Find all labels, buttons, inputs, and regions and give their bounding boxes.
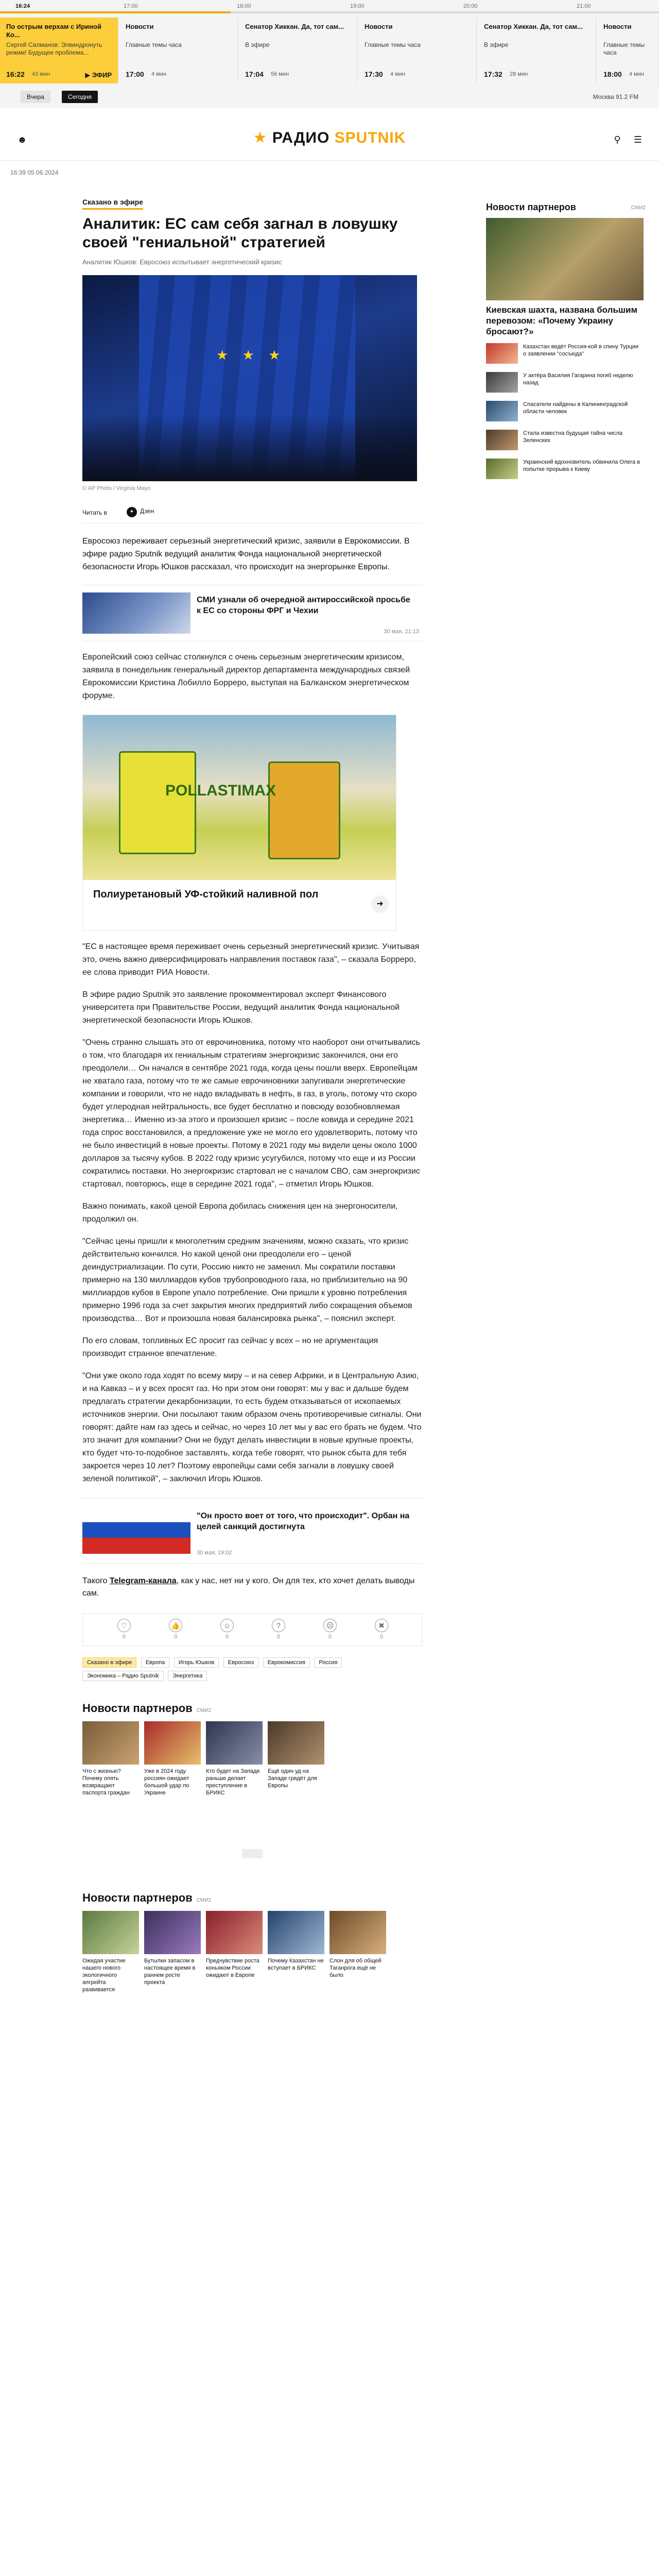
rail-item-title: У актёра Василия Гагарина погиб неделю назад <box>523 372 633 386</box>
partner-image <box>268 1911 324 1954</box>
reaction-count: 0 <box>225 1634 229 1640</box>
card-duration: 56 мин <box>271 71 289 77</box>
article-paragraph: В эфире радио Sputnik это заявление прокомментировал эксперт Финансового университета при Правительстве России, ведущий аналитик Фонда национальной энергетической безопасности Игорь Юшков. <box>82 990 400 1025</box>
schedule-card[interactable] <box>119 18 238 83</box>
rail-item-image <box>486 459 518 479</box>
card-duration: 4 мин <box>390 71 405 77</box>
timeline-tick: 18:00 <box>237 3 251 9</box>
schedule-strip <box>0 0 659 108</box>
question-icon: ? <box>272 1619 285 1632</box>
article-subtitle: Аналитик Юшков: Евросоюз испытывает энергетический кризис <box>82 258 282 266</box>
reaction-count: 0 <box>328 1634 332 1640</box>
card-time: 16:22 <box>6 70 25 78</box>
partner-image <box>82 1721 139 1765</box>
logo-star-icon: ★ <box>253 129 268 146</box>
russian-flag-image <box>82 1506 190 1554</box>
arrow-right-icon[interactable]: ➜ <box>371 895 389 913</box>
section-title-text: Новости партнеров <box>82 1891 193 1904</box>
paint-can-image <box>268 761 340 859</box>
reaction-count: 0 <box>379 1634 384 1640</box>
timeline-tick: 20:00 <box>463 3 478 9</box>
rail-item-image <box>486 372 518 393</box>
rail-item-title: Украинский вдохновитель обвинила Олега в попытке прорыва к Киеву <box>523 459 640 472</box>
article-lead: Евросоюз переживает серьезный энергетический кризис, заявили в Еврокомиссии. В эфире радио Sputnik ведущий аналитик Фонда национальной энергетической безопасности Игорь Юшков рассказал, что происходит на энергорынке Европы. <box>82 537 410 571</box>
schedule-progress-fill <box>0 11 231 13</box>
article-rubric[interactable]: Сказано в эфире <box>82 196 143 210</box>
tag-list <box>82 1657 422 1684</box>
telegram-link[interactable]: Telegram-канала <box>109 1577 177 1585</box>
partner-title: Бутылки запасом в настоящее время в раннем росте проекта <box>144 1958 196 1986</box>
rail-item[interactable] <box>486 372 646 395</box>
reactions-bar <box>82 1613 422 1646</box>
rail-title-text: Новости партнеров <box>486 202 576 212</box>
site-header <box>0 118 659 161</box>
article-hero-image <box>82 275 417 481</box>
menu-icon[interactable]: ☰ <box>633 134 643 145</box>
card-desc: В эфире <box>484 41 509 48</box>
reaction-thumbs-up[interactable] <box>165 1619 186 1640</box>
related-article-date: 30 мая, 19:02 <box>197 1550 232 1556</box>
card-time: 18:00 <box>603 70 622 78</box>
image-caption: © AP Photo / Virginia Mayo <box>82 485 151 492</box>
rail-item-image <box>486 343 518 364</box>
article-quote-paragraph: "Они уже около года ходят по всему миру – и на север Африки, и в Центральную Азию, и на Кавказ – и у всех просят газ. Но при этом они говорят: мы у вас и дальше будем предлагать стратегии декарбонизации, то есть будем отказываться от ископаемых источников энергии. Они посылают таким образом очень противоречивые сигналы. Они говорят: дайте нам газ здесь и сейчас, но через 10 лет мы у вас его брать не будем. Что это значит для компании? Они не будут делать инвестиции в новые крупные проекты, кто будет что-то-подобное заставлять, когда тебе говорят, что рынок сбыта для тебя закроется через 10 лет? Поэтому европейцы сами себя загнали в ловушку своей зеленой политикой", – заключил Игорь Юшков. <box>82 1371 422 1483</box>
partner-label: СМИ2 <box>196 1708 211 1714</box>
article-title: Аналитик: ЕС сам себя загнал в ловушку своей "гениальной" стратегией <box>82 215 398 251</box>
partner-title: Уже в 2024 году россиян ожидает большой удар по Украине <box>144 1768 189 1796</box>
partner-title: Слон для об общей Таганрога ещё не было <box>330 1958 381 1978</box>
rail-item-image <box>486 401 518 421</box>
timeline-tick: 21:00 <box>577 3 591 9</box>
card-duration: 28 мин <box>510 71 528 77</box>
reaction-smile[interactable] <box>217 1619 237 1640</box>
related-article-title: СМИ узнали об очередной антироссийской просьбе к ЕС со стороны ФРГ и Чехии <box>197 596 410 615</box>
tag[interactable]: Экономика – Радио Sputnik <box>82 1671 164 1681</box>
partner-card[interactable] <box>330 1911 386 1993</box>
card-desc: В эфире <box>245 41 270 48</box>
thumbs-up-icon: 👍 <box>169 1619 182 1632</box>
sad-icon: ☹ <box>323 1619 337 1632</box>
card-duration: 4 мин <box>151 71 166 77</box>
section-title <box>82 1702 422 1715</box>
partner-title: Почему Казахстан не вступает в БРИКС <box>268 1958 324 1971</box>
article-paragraph: Важно понимать, какой ценой Европа добилась снижения цен на энергоносители, продолжил он. <box>82 1202 398 1224</box>
card-desc: Сергей Салманов: Элвиндронуть режим! Будущее проблема... <box>6 41 102 56</box>
partner-card[interactable] <box>82 1721 139 1804</box>
dzen-link[interactable] <box>127 507 154 517</box>
site-logo[interactable] <box>242 129 417 149</box>
user-icon[interactable]: ☻ <box>17 134 27 145</box>
partner-label: СМИ2 <box>631 205 646 211</box>
related-article[interactable] <box>82 585 422 641</box>
article-paragraph: Европейский союз сейчас столкнулся с очень серьезным энергетическим кризисом, заявила в понедельник генеральный директор департамента международных связей Еврокомиссии Кристина Лобилло Борреро, выступая на Балканском энергетическом форуме. <box>82 653 410 700</box>
ad-image <box>83 715 396 880</box>
partner-image <box>82 1911 139 1954</box>
partner-image <box>206 1911 263 1954</box>
angry-icon: ✖ <box>375 1619 388 1632</box>
dzen-icon: ✦ <box>127 507 137 517</box>
article-quote-paragraph: "Очень странно слышать это от еврочиновника, потому что наоборот они отчитывались о том, что благодаря их гениальным стратегиям энергокризис закончился, они его преодолели… Он начался в сентябре 2021 года, когда цены пошли вверх. Европейцам не хватало газа, потому что те же самые еврочиновники запугивали энергетические компании и говорили, что не надо вкладывать в нефть, в газ, в уголь, потому что скоро будет углеродная нейтральность, все будет бесплатно и повсюду возобновляемая энергетика… Именно из-за этого и произошел кризис – после ковида и середине 2021 года спрос восстановился, а предложение уже не могло его удовлетворить, потому что не было инвестиций в новые проекты. Потому в 2021 году мы видели цены около 1000 долларов за тысячу кубов. В 2022 году кризис усугубился, потому что еще и из России сократились поставки. Но энергокризис стартовал не с началом СВО, сам энергокризис стартовал, повторюсь, еще в середине 2021 года", – отметил Игорь Юшков. <box>82 1038 420 1189</box>
timeline-tick: 16:24 <box>15 3 30 9</box>
partner-title: Ещё один уд на Западе грядёт для Европы <box>268 1768 317 1789</box>
schedule-card-live[interactable] <box>0 18 118 83</box>
rail-item-title: Стала известна будущая тайна числа Зеленских <box>523 430 623 444</box>
schedule-card[interactable] <box>597 18 659 83</box>
ad-title: Полиуретановый УФ-стойкий наливной пол <box>93 889 319 900</box>
logo-brand: SPUTNIK <box>334 129 406 146</box>
card-time: 17:30 <box>365 70 383 78</box>
partner-title: Ожидая участие нашего нового экологичного апгрейта развивается <box>82 1958 126 1993</box>
related-article-date: 30 мая, 21:13 <box>384 629 419 635</box>
today-button[interactable]: Сегодня <box>62 91 98 103</box>
partner-news-1 <box>82 1702 422 1829</box>
schedule-progress-bar[interactable] <box>0 11 659 13</box>
carousel-pager[interactable] <box>242 1849 263 1858</box>
timeline-tick: 19:00 <box>350 3 365 9</box>
tag[interactable]: Игорь Юшков <box>174 1657 219 1668</box>
rail-hero-image[interactable] <box>486 218 644 300</box>
partner-image <box>330 1911 386 1954</box>
card-title: Новости <box>126 23 154 30</box>
card-title: Сенатор Хиккан. Да, тот сам... <box>484 23 583 30</box>
yesterday-button[interactable]: Вчера <box>21 91 50 103</box>
heart-icon: ♡ <box>117 1619 131 1632</box>
right-rail <box>486 202 646 481</box>
section-title-text: Новости партнеров <box>82 1702 193 1715</box>
reaction-sad[interactable] <box>320 1619 340 1640</box>
partner-card[interactable] <box>144 1911 201 1993</box>
card-time: 17:32 <box>484 70 502 78</box>
read-in-label: Читать в <box>82 509 107 516</box>
partner-title: Кто будет на Западе раньше делает преступление в БРИКС <box>206 1768 260 1796</box>
rail-item-image <box>486 430 518 450</box>
related-article-image <box>82 592 190 634</box>
pipeline-silhouette <box>82 414 417 481</box>
timeline <box>0 0 659 13</box>
partner-image <box>268 1721 324 1765</box>
schedule-card[interactable] <box>239 18 357 83</box>
tag[interactable]: Россия <box>314 1657 342 1668</box>
reaction-question[interactable] <box>268 1619 289 1640</box>
partner-title: Предчувствие роста коньяком России ожидают в Европе <box>206 1958 259 1978</box>
search-icon[interactable]: ⚲ <box>614 134 621 145</box>
tag[interactable]: Сказано в эфире <box>82 1657 136 1668</box>
share-row <box>82 503 422 523</box>
partner-image <box>144 1911 201 1954</box>
reaction-count: 0 <box>276 1634 281 1640</box>
card-title: Новости <box>365 23 393 30</box>
partner-title: Что с жизнью? Почему опять возвращают паспорта граждан <box>82 1768 130 1796</box>
article-paragraph: "ЕС в настоящее время переживает очень серьезный энергетический кризис. Учитывая это, очень важно диверсифицировать направления поставок газа", – сказала Борреро, ее слова приводит РИА Новости. <box>82 942 420 977</box>
telegram-promo-text: , как у нас, нет ни у кого. Он для тех, кто хочет делать выводы сам. <box>82 1577 415 1598</box>
tag[interactable]: Еврокомиссия <box>263 1657 310 1668</box>
timeline-tick: 17:00 <box>124 3 138 9</box>
frequency-label: Москва 91.2 FM <box>593 93 638 100</box>
card-time: 17:00 <box>126 70 144 78</box>
rail-item[interactable] <box>486 430 646 452</box>
partner-card[interactable] <box>268 1911 324 1993</box>
tag[interactable]: Энергетика <box>168 1671 207 1681</box>
partner-grid <box>82 1911 422 2019</box>
reaction-count: 0 <box>174 1634 178 1640</box>
tag[interactable]: Евросоюз <box>223 1657 258 1668</box>
partner-image <box>206 1721 263 1765</box>
schedule-card[interactable] <box>478 18 596 83</box>
card-title: По острым верхам с Ириной Ко... <box>6 23 101 39</box>
card-desc: Главные темы часа <box>126 41 182 48</box>
partner-news-2 <box>82 1891 422 2019</box>
related-article-title: "Он просто воет от того, что происходит". Орбан на целей санкций достигнута <box>197 1512 410 1531</box>
paint-can-image <box>119 751 196 854</box>
logo-text: РАДИО <box>272 129 330 146</box>
smile-icon: ☺ <box>220 1619 234 1632</box>
partner-card[interactable] <box>268 1721 324 1804</box>
related-article[interactable] <box>82 1498 422 1564</box>
dzen-label: Дзен <box>140 507 154 515</box>
rail-item[interactable] <box>486 401 646 423</box>
reaction-count: 0 <box>122 1634 126 1640</box>
article-paragraph: По его словам, топливных ЕС просит газ сейчас у всех – но не аргументация производит странное впечатление. <box>82 1336 378 1358</box>
telegram-promo-text: Такого <box>82 1577 110 1585</box>
partner-card[interactable] <box>206 1721 263 1804</box>
schedule-cards <box>0 18 659 84</box>
telegram-promo <box>82 1575 422 1600</box>
partner-image <box>144 1721 201 1765</box>
rail-title <box>486 202 646 213</box>
card-title: Сенатор Хиккан. Да, тот сам... <box>245 23 344 30</box>
tag[interactable]: Европа <box>141 1657 170 1668</box>
card-duration: 4 мин <box>629 71 644 77</box>
schedule-tools <box>0 89 659 108</box>
rail-item[interactable] <box>486 459 646 481</box>
schedule-card[interactable] <box>358 18 477 83</box>
rail-item-title: Казахстан ведёт Россия-кой в спину Турции о заявлении "сосъюда" <box>523 344 639 357</box>
eu-stars-icon: ★ ★ ★ <box>216 347 286 363</box>
rail-item[interactable] <box>486 343 646 366</box>
section-title <box>82 1891 422 1905</box>
ad-block[interactable] <box>82 715 396 931</box>
card-duration: 43 мин <box>32 71 50 77</box>
partner-grid <box>82 1721 422 1829</box>
play-live-button[interactable]: ▶ ЭФИР <box>85 71 112 79</box>
card-time: 17:04 <box>245 70 264 78</box>
partner-label: СМИ2 <box>196 1897 211 1903</box>
ad-brand: POLLASTIMAX <box>165 782 276 799</box>
reaction-angry[interactable] <box>371 1619 392 1640</box>
breadcrumb: 16:39 05.06.2024 <box>10 169 59 176</box>
article-quote-paragraph: "Сейчас цены пришли к многолетним средним значениям, можно сказать, что кризис действительно кончился. Но какой ценой они преодолели его – ценой деиндустриализации. По сути, Россию никто не заменил. Мы сократили поставки примерно на 130 миллиардов кубов трубопроводного газа, но приблизительно на 90 миллиардов кубов в Европе упало потребление. Они пришли к уровню потребления примерно 1996 года за счет закрытия многих предприятий либо сокращения объемов производства… Вот и произошла новая балансировка рынка", – пояснил эксперт. <box>82 1237 412 1323</box>
card-desc: Главные темы часа <box>603 41 645 56</box>
card-title: Новости <box>603 23 632 30</box>
article <box>82 196 422 2019</box>
partner-card[interactable] <box>82 1911 139 1993</box>
partner-card[interactable] <box>206 1911 263 1993</box>
rail-item-title: Спасатели найдены в Калининградской области человек <box>523 401 628 415</box>
rail-hero-title[interactable]: Киевская шахта, названа большим перевозом: «Почему Украину бросают?» <box>486 305 638 336</box>
partner-card[interactable] <box>144 1721 201 1804</box>
reaction-like[interactable] <box>114 1619 134 1640</box>
card-desc: Главные темы часа <box>365 41 421 48</box>
